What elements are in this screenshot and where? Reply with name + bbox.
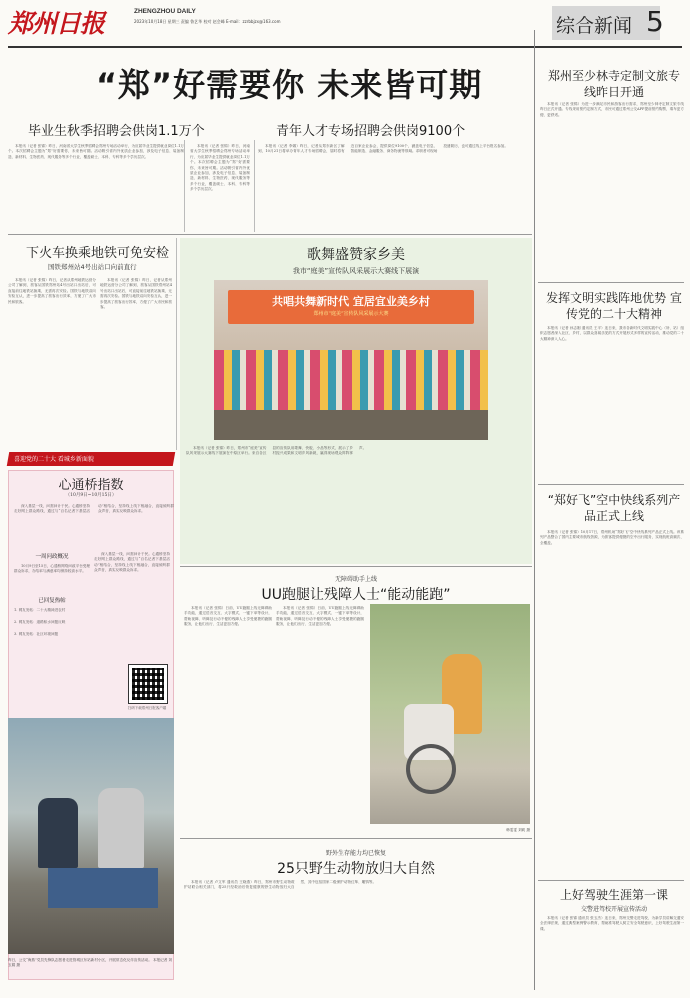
- xinqiao-items: [14, 608, 90, 644]
- masthead-pinyin: ZHENGZHOU DAILY: [134, 8, 196, 15]
- xinqiao-item: 2. 网友发帖：道路积水问题反映: [14, 620, 66, 624]
- qr-code[interactable]: [128, 664, 168, 704]
- xinqiao-banner: 喜迎党的二十大 看城乡新面貌: [14, 456, 94, 463]
- main-sub2: 青年人才专场招聘会供岗9100个: [276, 124, 466, 139]
- right-b-title: 发挥文明实践阵地优势 宣传党的二十大精神: [546, 291, 682, 321]
- masthead-rule: [8, 46, 682, 48]
- right-a-body: 本报讯（记者 张锦）为进一步满足市民和游客出行需求，郑州至少林寺定制文旅专线昨日正式开通。专线采用预约定制方式，市民可通过郑州公交APP提前预约购票，乘车更方便、更舒适。: [540, 102, 684, 117]
- main-sub1: 毕业生秋季招聘会供岗1.1万个: [28, 124, 205, 139]
- animals-title: 25只野生动物放归大自然: [277, 861, 435, 877]
- xinqiao-sec2: 已回复热帖: [38, 598, 66, 604]
- right-d-body: 本报讯（记者 张锦 通讯员 张玉杰）连日来，郑州交警走进驾校，为新学员讲解交通安全法律法规，通过典型案例警示教育，帮助准驾驶人树立安全驾驶意识，上好驾驶生涯第一课。: [540, 916, 684, 931]
- dance-body: 本报讯（记者 张锦）昨日，郑州市“庭美”宣传队风采展示大赛线下展演在中原区举行。来自各区县的宣传队用歌舞、快板、小品等形式，展示了乡村振兴成果和文明乡风新貌，赢得现场观众阵阵掌声。: [186, 446, 367, 456]
- dateline: 2023年10月18日 星期三 责编 鲁艺华 校对 赵会峰 E-mail：zzrbbjzx@163.com: [134, 19, 281, 24]
- page-number: 5: [646, 5, 664, 38]
- qr-caption: 扫码下载郑州日报客户端: [127, 706, 167, 710]
- right-c-body: 本报讯（记者 张锦）10月17日，郑州机场“郑好飞”空中快线系列产品正式上线。该系列产品整合了国内主要城市航线资源，为旅客提供便捷的空中出行服务，实现航班高频次、全覆盖。: [540, 530, 684, 545]
- dancers: [214, 350, 488, 410]
- masthead-logo: [8, 4, 130, 44]
- train-title: 下火车换乘地铁可免安检: [26, 246, 170, 261]
- caption-text: 昨日，公交“海燕”党员先锋队志愿者走进管城区东站新村小区，开展常态化反诈宣传活动。: [8, 958, 152, 962]
- uu-body-cont: 本报讯（记者 张锦）日前，UU跑腿上线无障碍助手功能，通过语音交互、大字模式、一键下单等设计，帮助视障、听障及行动不便的残障人士享受便捷的跑腿服务，让他们出行、生活更加方便。: [276, 606, 364, 627]
- dance-title: 歌舞盛赞家乡美: [307, 247, 405, 263]
- dance-sub: 我市“庭美”宣传队风采展示大赛线下展演: [292, 267, 420, 275]
- main-body2: 本报讯（记者 李娜）昨日，记者从郑东新区了解到，10月21日将举办青年人才专场招聘会，届时将有近百家企业参会，提供岗位9100个，涵盖电子信息、智能制造、金融服务、商务物流等领域。求职者可现场投递简历，也可通过线上平台报名参加。: [258, 144, 508, 154]
- right-c-title: “郑好飞”空中快线系列产品正式上线: [547, 493, 681, 523]
- xinqiao-sec1: 一周问政概况: [35, 554, 69, 560]
- section-name: 综合新闻: [556, 15, 633, 37]
- uu-title: UU跑腿让残障人士“能动能跑”: [261, 587, 451, 603]
- dance-photo: [214, 280, 488, 440]
- uu-kicker: 无障碍助手上线: [334, 576, 377, 583]
- animals-body: 本报讯（记者 卢文军 通讯员 王晓燕）昨日，郑州市野生动物救护站联合相关部门，将25只经救治后恢复健康的野生动物放归大自然，其中包括国家二级保护动物红隼、雕鸮等。: [184, 880, 377, 890]
- train-body: 本报讯（记者 张锦）昨日，记者从郑州地铁运营分公司了解到，旅客从国铁郑州站4号出站口出站后，可直接前往地铁站换乘，无需再次安检。国铁与地铁双向安检互认，进一步提高了旅客出行效率，方便了广大市民和旅客。: [8, 278, 96, 304]
- right-d-title: 上好驾驶生涯第一课: [559, 888, 668, 902]
- xinqiao-photo-caption: [8, 958, 174, 968]
- right-a-title: 郑州至少林寺定制文旅专线昨日开通: [547, 69, 680, 99]
- caption-credit: 本报记者 刘玉娟 摄: [8, 958, 173, 967]
- main-headline: “郑”好需要你 未来皆可期: [96, 66, 483, 104]
- main-body1: 本报讯（记者 张锦）昨日，河南省大学生秋季招聘会郑州专场活动举行，为应届毕业生提供就业岗位1.1万个。本次招聘会主题为“郑”好需要你，未来皆可期。活动吸引省内外优质企业参加，涉及电子信息、装备制造、新材料、生物医药、现代服务等多个行业，覆盖硕士、本科、专科等多个学历层次。: [8, 144, 184, 159]
- xinqiao-photo: [8, 718, 174, 954]
- main-body1-cont: 本报讯（记者 张锦）昨日，河南省大学生秋季招聘会郑州专场活动举行，为应届毕业生提供就业岗位1.1万个。本次招聘会主题为“郑”好需要你，未来皆可期。活动吸引省内外优质企业参加，涉及电子信息、装备制造、新材料、生物医药、现代服务等多个行业，覆盖硕士、本科、专科等多个学历层次。: [190, 144, 250, 192]
- stage-banner-text: 共唱共舞新时代 宜居宜业美乡村: [272, 295, 430, 308]
- xinqiao-title: 心通桥指数: [58, 478, 124, 493]
- xinqiao-col2: 深入基层一线，问需问计于民。心通桥坚持走好网上群众路线，通过与“百名记者下基层活动”相结合，坚持线上线下相融合，直接倾听群众声音，真实反映群众诉求。: [94, 552, 170, 573]
- right-b-body: 本报讯（记者 孙志刚 通讯员 王平）连日来，我市各新时代文明实践中心（所、站）组织志愿者深入社区、乡村，以群众喜闻乐见的方式开展形式多样的宣传活动，推动党的二十大精神深入人心。: [540, 326, 684, 341]
- xinqiao-intro: 深入基层一线，问需问计于民。心通桥坚持走好网上群众路线，通过与“百名记者下基层活动”相结合，坚持线上线下相融合，直接倾听群众声音，真实反映群众诉求。: [14, 504, 174, 514]
- uu-photo: [370, 604, 530, 824]
- uu-credit: 韩雯雯 刘莉 摄: [506, 828, 530, 832]
- stage-banner-sub: 郑州市“庭美”宣传队风采展示大赛: [313, 311, 389, 317]
- xinqiao-period: （10月9日~10月15日）: [65, 493, 117, 498]
- logo-text: 郑州日报: [8, 9, 105, 38]
- xinqiao-item: 3. 网友发帖：社区环境问题: [14, 632, 59, 636]
- right-d-sub: 交警进驾校开展宣传活动: [580, 906, 647, 913]
- animals-kicker: 野外生存能力均已恢复: [325, 850, 386, 857]
- uu-body: 本报讯（记者 张锦）日前，UU跑腿上线无障碍助手功能，通过语音交互、大字模式、一键下单等设计，帮助视障、听障及行动不便的残障人士享受便捷的跑腿服务，让他们出行、生活更加方便。: [184, 606, 272, 627]
- xinqiao-item: 1. 网友发帖：二十大精神进农村: [14, 608, 66, 612]
- train-sub: 国铁郑州站4号出站口向前直行: [48, 263, 137, 271]
- train-body-cont: 本报讯（记者 张锦）昨日，记者从郑州地铁运营分公司了解到，旅客从国铁郑州站4号出站口出站后，可直接前往地铁站换乘，无需再次安检。国铁与地铁双向安检互认，进一步提高了旅客出行效率，方便了广大市民和旅客。: [100, 278, 172, 310]
- xinqiao-sec1-body: 10月9日至15日，心通桥网络问政平台受理群众诉求，办结率与满意率均保持较高水平。: [14, 564, 90, 574]
